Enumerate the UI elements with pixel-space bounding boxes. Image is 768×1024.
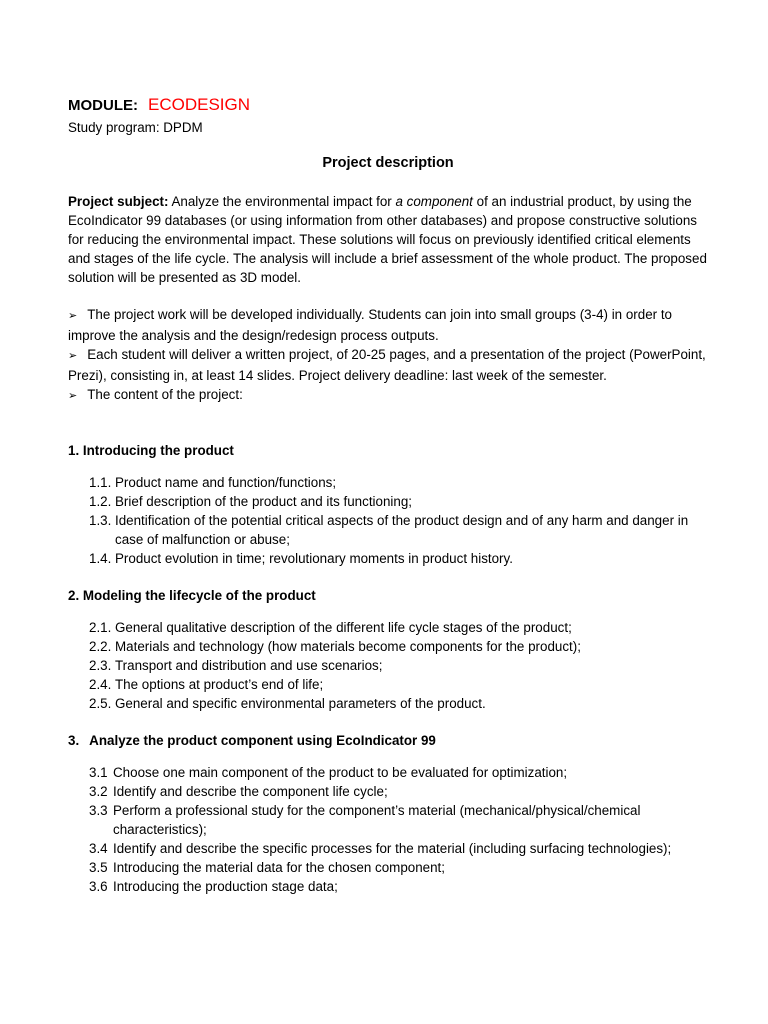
item-number: 2.4. bbox=[89, 677, 112, 692]
bullet-item bbox=[68, 345, 708, 385]
subject-label: Project subject: bbox=[68, 194, 169, 209]
section-items bbox=[68, 763, 708, 896]
bullet-item bbox=[68, 305, 708, 345]
item-text: Identification of the potential critical aspects of the product design and of any harm and danger in case of malfunction or abuse; bbox=[115, 513, 689, 547]
project-subject bbox=[68, 192, 708, 287]
item-text: Transport and distribution and use scenarios; bbox=[115, 658, 383, 673]
list-item bbox=[89, 801, 708, 839]
item-text: Choose one main component of the product to be evaluated for optimization; bbox=[113, 765, 568, 780]
section-title bbox=[68, 731, 708, 750]
list-item bbox=[89, 637, 708, 656]
item-number: 3.6 bbox=[89, 879, 108, 894]
section-title: 2. Modeling the lifecycle of the product bbox=[68, 588, 316, 603]
module-label: MODULE: bbox=[68, 97, 138, 114]
item-text: Materials and technology (how materials become components for the product); bbox=[115, 639, 581, 654]
item-number: 1.2. bbox=[89, 494, 112, 509]
item-text: Introducing the material data for the chosen component; bbox=[113, 860, 445, 875]
section-number: 3. bbox=[68, 733, 80, 748]
list-item bbox=[89, 656, 708, 675]
item-text: General qualitative description of the different life cycle stages of the product; bbox=[115, 620, 572, 635]
item-number: 2.3. bbox=[89, 658, 112, 673]
subject-text-after: of an industrial product, by using the EcoIndicator 99 databases (or using information from other databases) and propose constructive solutions for reducing the environmental impact. These solutions will focus on previously identified critical elements and stages of the life cycle. The analysis will include a brief assessment of the whole product. The proposed solution will be presented as 3D model. bbox=[68, 194, 707, 285]
bullet-item bbox=[68, 385, 708, 406]
list-item bbox=[89, 858, 708, 877]
item-number: 1.1. bbox=[89, 475, 112, 490]
item-number: 3.4 bbox=[89, 841, 108, 856]
list-item bbox=[89, 549, 708, 568]
arrow-bullet-icon: ➢ bbox=[68, 350, 78, 362]
bullet-list bbox=[68, 305, 708, 406]
item-number: 3.1 bbox=[89, 765, 108, 780]
bullet-text: The project work will be developed individually. Students can join into small groups (3-4) in order to improve the analysis and the design/redesign process outputs. bbox=[68, 307, 672, 343]
item-text: General and specific environmental parameters of the product. bbox=[115, 696, 486, 711]
list-item bbox=[89, 839, 708, 858]
item-number: 2.5. bbox=[89, 696, 112, 711]
item-number: 1.3. bbox=[89, 513, 112, 528]
study-program: Study program: DPDM bbox=[68, 120, 203, 135]
item-number: 2.1. bbox=[89, 620, 112, 635]
arrow-bullet-icon: ➢ bbox=[68, 390, 78, 402]
arrow-bullet-icon: ➢ bbox=[68, 310, 78, 322]
item-text: Perform a professional study for the component’s material (mechanical/physical/chemical characteristics); bbox=[113, 803, 641, 837]
document-page bbox=[68, 92, 708, 896]
section-title-text: Analyze the product component using EcoIndicator 99 bbox=[89, 733, 436, 748]
item-number: 3.3 bbox=[89, 803, 108, 818]
bullet-text: The content of the project: bbox=[87, 387, 243, 402]
subject-text-before: Analyze the environmental impact for bbox=[168, 194, 396, 209]
item-number: 2.2. bbox=[89, 639, 112, 654]
list-item bbox=[89, 763, 708, 782]
item-text: The options at product’s end of life; bbox=[115, 677, 324, 692]
module-header bbox=[68, 92, 708, 118]
list-item bbox=[89, 694, 708, 713]
list-item bbox=[89, 473, 708, 492]
list-item bbox=[89, 618, 708, 637]
list-item bbox=[89, 492, 708, 511]
item-number: 1.4. bbox=[89, 551, 112, 566]
list-item bbox=[89, 675, 708, 694]
item-text: Product evolution in time; revolutionary moments in product history. bbox=[115, 551, 513, 566]
list-item bbox=[89, 877, 708, 896]
item-text: Identify and describe the component life cycle; bbox=[113, 784, 388, 799]
list-item bbox=[89, 511, 708, 549]
item-number: 3.2 bbox=[89, 784, 108, 799]
section-title: 1. Introducing the product bbox=[68, 443, 234, 458]
module-name: ECODESIGN bbox=[148, 95, 251, 114]
item-text: Introducing the production stage data; bbox=[113, 879, 338, 894]
item-text: Product name and function/functions; bbox=[115, 475, 337, 490]
section-items bbox=[68, 473, 708, 568]
item-text: Identify and describe the specific processes for the material (including surfacing technologies); bbox=[113, 841, 672, 856]
section-items bbox=[68, 618, 708, 713]
list-item bbox=[89, 782, 708, 801]
item-text: Brief description of the product and its functioning; bbox=[115, 494, 413, 509]
item-number: 3.5 bbox=[89, 860, 108, 875]
subject-emphasis: a component bbox=[395, 194, 473, 209]
page-title: Project description bbox=[322, 155, 454, 171]
bullet-text: Each student will deliver a written project, of 20-25 pages, and a presentation of the project (PowerPoint, Prezi), consisting in, at least 14 slides. Project delivery deadline: last week of the semester. bbox=[68, 347, 706, 383]
